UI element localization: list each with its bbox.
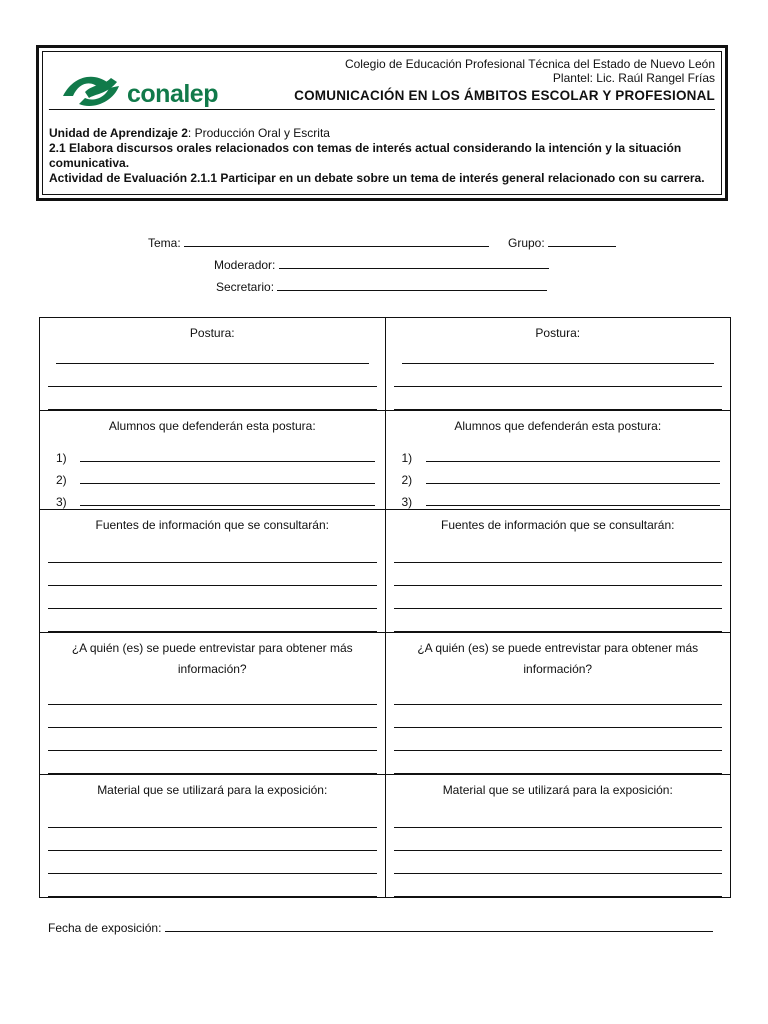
title-underline [49, 109, 715, 110]
institution-name: Colegio de Educación Profesional Técnica del Estado de Nuevo León [344, 57, 715, 71]
evaluation-activity: Actividad de Evaluación 2.1.1 Participar en un debate sobre un tema de interés general relacionado con su carrera. [49, 171, 705, 185]
write-line[interactable] [394, 896, 723, 897]
student-line-3[interactable] [402, 487, 721, 509]
table-row [40, 633, 731, 775]
alumnos-cell-left [40, 411, 386, 510]
tema-label: Tema: [148, 236, 181, 250]
fecha-row [48, 920, 713, 935]
title-dash: _ [49, 95, 57, 111]
alumnos-label: Alumnos que defenderán esta postura: [454, 419, 662, 433]
entrevista-label-line-2: información? [177, 662, 247, 676]
student-line-1[interactable] [402, 443, 721, 465]
moderador-row [214, 257, 549, 272]
header-inner-frame [42, 51, 722, 195]
institution-block [345, 57, 715, 85]
moderador-label: Moderador: [214, 258, 276, 272]
fuentes-cell-left [40, 510, 386, 633]
postura-label: Postura: [189, 326, 235, 340]
grupo-row [508, 235, 616, 250]
fuentes-cell-right [385, 510, 731, 633]
tema-input-line[interactable] [184, 235, 489, 247]
number-label: 1) [401, 451, 413, 465]
alumnos-label: Alumnos que defenderán esta postura: [108, 419, 316, 433]
moderador-input-line[interactable] [279, 257, 549, 269]
number-label: 3) [401, 495, 413, 509]
material-label: Material que se utilizará para la exposición: [442, 783, 673, 797]
fuentes-label: Fuentes de información que se consultarán: [95, 518, 329, 532]
material-label: Material que se utilizará para la exposición: [97, 783, 328, 797]
number-label: 2) [401, 473, 413, 487]
secretario-label: Secretario: [216, 280, 275, 294]
table-row [40, 510, 731, 633]
learning-result: 2.1 Elabora discursos orales relacionados con temas de interés actual considerando la intención y la situación comunicativa. [49, 141, 682, 170]
postura-cell-right [385, 318, 731, 411]
student-line-1[interactable] [56, 443, 375, 465]
entrevista-cell-right [385, 633, 731, 775]
student-line-3[interactable] [56, 487, 375, 509]
fecha-label: Fecha de exposición: [48, 921, 162, 935]
debate-positions-table [39, 317, 731, 898]
course-title: COMUNICACIÓN EN LOS ÁMBITOS ESCOLAR Y PROFESIONAL [294, 88, 715, 103]
number-label: 1) [56, 451, 67, 465]
unit-name: : Producción Oral y Escrita [187, 126, 330, 140]
write-line[interactable] [48, 896, 377, 897]
entrevista-cell-left [40, 633, 386, 775]
document-header [36, 45, 728, 201]
logo-text: conalep [127, 80, 218, 108]
table-row [40, 775, 731, 898]
postura-label: Postura: [535, 326, 581, 340]
grupo-input-line[interactable] [548, 235, 616, 247]
unit-block [49, 126, 711, 186]
entrevista-label-line-1: ¿A quién (es) se puede entrevistar para obtener más [417, 641, 699, 655]
entrevista-label [40, 633, 385, 680]
entrevista-label-line-1: ¿A quién (es) se puede entrevistar para obtener más [71, 641, 353, 655]
number-label: 2) [56, 473, 67, 487]
fecha-input-line[interactable] [165, 920, 713, 932]
secretario-row [216, 279, 547, 294]
unit-label: Unidad de Aprendizaje 2 [49, 126, 188, 140]
tema-row [148, 235, 489, 250]
secretario-input-line[interactable] [277, 279, 547, 291]
student-line-2[interactable] [56, 465, 375, 487]
material-cell-left [40, 775, 386, 898]
grupo-label: Grupo: [508, 236, 545, 250]
entrevista-label-line-2: información? [523, 662, 593, 676]
postura-cell-left [40, 318, 386, 411]
table-row [40, 318, 731, 411]
material-cell-right [385, 775, 731, 898]
student-line-2[interactable] [402, 465, 721, 487]
entrevista-label [386, 633, 731, 680]
campus-name: Plantel: Lic. Raúl Rangel Frías [552, 71, 715, 85]
alumnos-cell-right [385, 411, 731, 510]
fuentes-label: Fuentes de información que se consultarán: [441, 518, 675, 532]
number-label: 3) [56, 495, 67, 509]
table-row [40, 411, 731, 510]
